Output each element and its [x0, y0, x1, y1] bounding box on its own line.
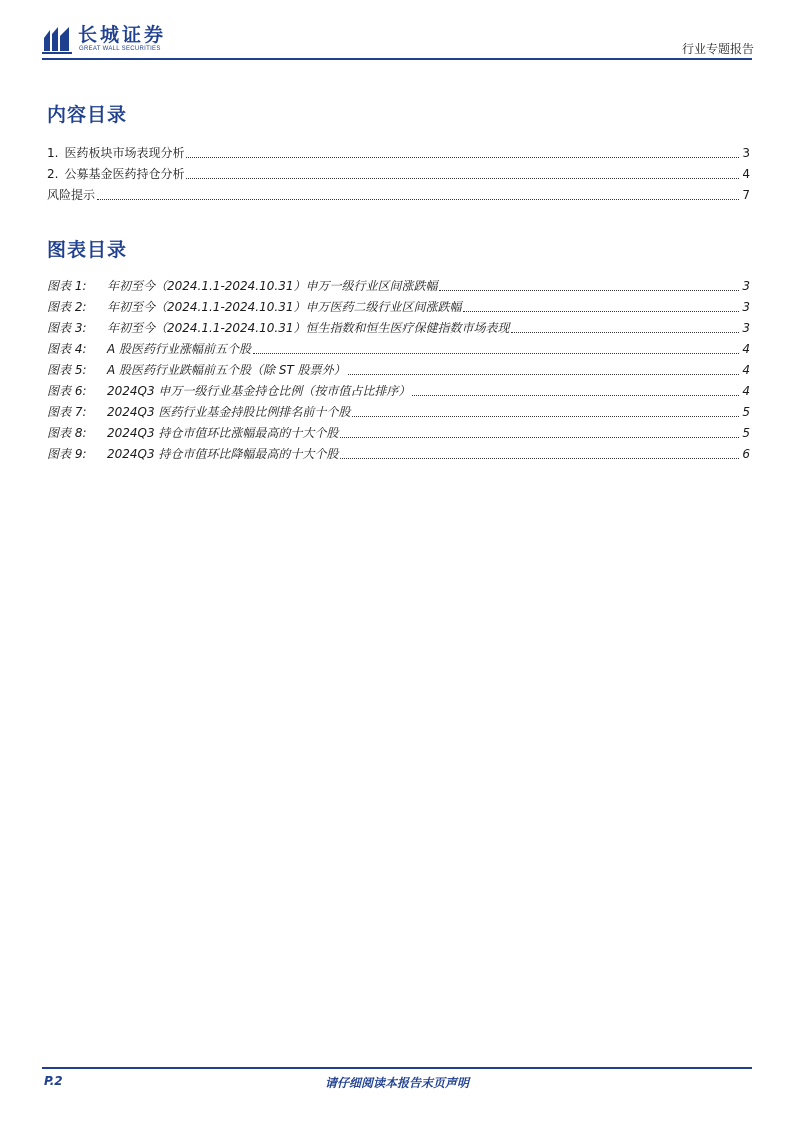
- figure-entry-id: 图表 9:: [47, 447, 87, 461]
- footer-divider: [42, 1067, 752, 1069]
- dot-leader: [439, 289, 739, 291]
- figure-entry-label: 年初至今（2024.1.1-2024.10.31）申万医药二级行业区间涨跌幅: [107, 300, 462, 314]
- figure-entry-label: 2024Q3 医药行业基金持股比例排名前十个股: [107, 405, 351, 419]
- toc-entry-number: 2.: [47, 167, 59, 181]
- dot-leader: [412, 394, 739, 396]
- figure-entry-page: 4: [742, 384, 750, 398]
- dot-leader: [253, 352, 739, 354]
- dot-leader: [186, 156, 739, 158]
- dot-leader: [186, 177, 739, 179]
- toc-entry-page: 7: [742, 188, 750, 202]
- toc-entry[interactable]: [47, 161, 750, 182]
- figure-entry[interactable]: [47, 420, 750, 441]
- figure-entry[interactable]: [47, 399, 750, 420]
- figure-entry[interactable]: [47, 294, 750, 315]
- figure-entry-label: A 股医药行业跌幅前五个股（除 ST 股票外）: [107, 363, 346, 377]
- figure-entry-id: 图表 5:: [47, 363, 87, 377]
- dot-leader: [463, 310, 739, 312]
- contents-title: 内容目录: [47, 104, 128, 126]
- toc-entry-page: 4: [742, 167, 750, 181]
- figure-entry-label: 2024Q3 持仓市值环比涨幅最高的十大个股: [107, 426, 339, 440]
- figure-entry-page: 3: [742, 279, 750, 293]
- figure-entry-page: 3: [742, 321, 750, 335]
- figure-entry-id: 图表 7:: [47, 405, 87, 419]
- figure-entry[interactable]: [47, 441, 750, 462]
- figure-entry-id: 图表 1:: [47, 279, 87, 293]
- page-header: [42, 22, 754, 60]
- dot-leader: [352, 415, 739, 417]
- figure-entry-label: 2024Q3 持仓市值环比降幅最高的十大个股: [107, 447, 339, 461]
- figure-entry[interactable]: [47, 315, 750, 336]
- figure-entry-id: 图表 4:: [47, 342, 87, 356]
- page-number: P.2: [44, 1074, 63, 1088]
- toc-entry[interactable]: [47, 140, 750, 161]
- toc-entry-page: 3: [742, 146, 750, 160]
- figure-entry-id: 图表 6:: [47, 384, 87, 398]
- contents-list: [47, 140, 750, 203]
- figure-entry-id: 图表 2:: [47, 300, 87, 314]
- great-wall-logo-icon: [42, 24, 72, 54]
- toc-entry-label: 风险提示: [47, 188, 96, 202]
- figure-entry-label: 年初至今（2024.1.1-2024.10.31）申万一级行业区间涨跌幅: [107, 279, 438, 293]
- figure-entry-label: A 股医药行业涨幅前五个股: [107, 342, 252, 356]
- figure-entry-page: 5: [742, 426, 750, 440]
- header-divider: [42, 58, 752, 60]
- toc-entry-number: 1.: [47, 146, 59, 160]
- company-logo: [42, 22, 182, 58]
- figure-entry-label: 年初至今（2024.1.1-2024.10.31）恒生指数和恒生医疗保健指数市场表现: [107, 321, 510, 335]
- figures-title: 图表目录: [47, 239, 128, 261]
- footer-disclaimer: 请仔细阅读本报告末页声明: [324, 1076, 469, 1090]
- figure-entry-page: 4: [742, 342, 750, 356]
- toc-entry-label: 医药板块市场表现分析: [64, 146, 185, 160]
- toc-entry-label: 公募基金医药持仓分析: [64, 167, 185, 181]
- figure-entry[interactable]: [47, 273, 750, 294]
- figure-entry-page: 4: [742, 363, 750, 377]
- figure-entry[interactable]: [47, 336, 750, 357]
- figure-entry-page: 3: [742, 300, 750, 314]
- figure-entry-id: 图表 3:: [47, 321, 87, 335]
- figure-entry-page: 5: [742, 405, 750, 419]
- figure-entry[interactable]: [47, 357, 750, 378]
- dot-leader: [340, 436, 739, 438]
- dot-leader: [511, 331, 739, 333]
- document-type: 行业专题报告: [681, 42, 754, 56]
- dot-leader: [340, 457, 739, 459]
- figure-entry-label: 2024Q3 申万一级行业基金持仓比例（按市值占比排序）: [107, 384, 411, 398]
- logo-chinese-text: 长城证券: [78, 24, 167, 46]
- figures-list: [47, 273, 750, 462]
- figure-entry-page: 6: [742, 447, 750, 461]
- logo-english-text: GREAT WALL SECURITIES: [79, 46, 161, 52]
- figure-entry-id: 图表 8:: [47, 426, 87, 440]
- dot-leader: [348, 373, 739, 375]
- toc-entry[interactable]: [47, 182, 750, 203]
- figure-entry[interactable]: [47, 378, 750, 399]
- dot-leader: [97, 198, 739, 200]
